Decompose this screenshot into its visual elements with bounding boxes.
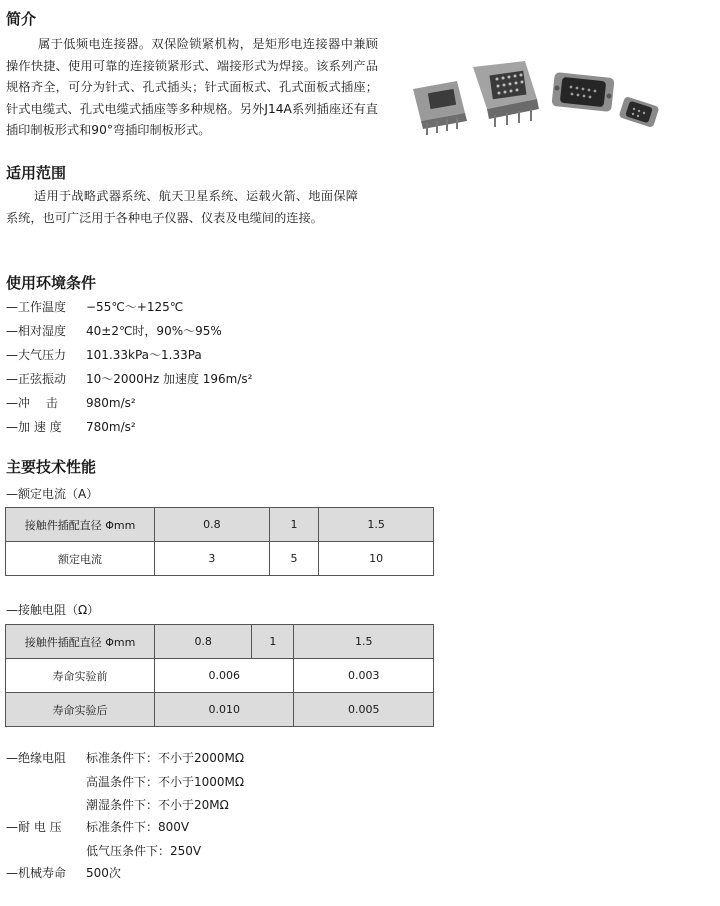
table-row (6, 693, 434, 727)
connector-image-4 (618, 96, 659, 128)
life-value: 500次 (86, 866, 121, 880)
env-label: —相对湿度 (6, 324, 67, 338)
env-label: —工作温度 (6, 300, 67, 314)
current-table (5, 507, 434, 576)
intro-text: 属于低频电连接器。双保险锁紧机构，是矩形电连接器中兼顾操作快捷、使用可靠的连接锁紧形式、端接形式为焊接。该系列产品规格齐全，可分为针式、孔式插头；针式面板式、孔式面板式插座；针式电缆式、孔式电缆式插座等多种规格。另外J14A系列插座还有直插印制板形式和90°弯插印制板形式。 (6, 37, 378, 137)
env-value: 980m/s² (86, 396, 136, 410)
table-cell: 接触件插配直径 Φmm (6, 508, 155, 542)
insulation-line: 潮湿条件下：不小于20MΩ (86, 798, 229, 812)
connector-photos (405, 55, 715, 150)
performance-heading: 主要技术性能 (6, 458, 97, 476)
env-row-acceleration (6, 418, 136, 436)
table-cell: 额定电流 (6, 542, 155, 576)
table-header-row (6, 508, 434, 542)
scope-heading: 适用范围 (6, 164, 67, 182)
env-row-temperature (6, 298, 183, 316)
table-header-row (6, 625, 434, 659)
env-row-pressure (6, 346, 202, 364)
resistance-table (5, 624, 434, 727)
intro-heading: 简介 (6, 10, 37, 28)
current-title: —额定电流（A） (6, 487, 99, 501)
table-cell: 0.8 (155, 625, 252, 659)
table-row (6, 542, 434, 576)
env-label: —大气压力 (6, 348, 67, 362)
table-row (6, 659, 434, 693)
environment-heading: 使用环境条件 (6, 274, 97, 292)
table-cell: 0.003 (294, 659, 434, 693)
table-cell: 1.5 (294, 625, 434, 659)
insulation-line: 标准条件下：不小于2000MΩ (86, 751, 245, 765)
connector-image-2 (473, 61, 539, 127)
env-value: 10～2000Hz 加速度 196m/s² (86, 372, 253, 386)
connector-image-3 (551, 72, 614, 112)
table-cell: 0.006 (155, 659, 294, 693)
env-label: —正弦振动 (6, 372, 67, 386)
resistance-title: —接触电阻（Ω） (6, 603, 100, 617)
table-cell: 寿命实验后 (6, 693, 155, 727)
life-label: —机械寿命 (6, 866, 67, 880)
table-cell: 0.005 (294, 693, 434, 727)
insulation-label: —绝缘电阻 (6, 751, 67, 765)
table-cell: 寿命实验前 (6, 659, 155, 693)
env-label: —冲 击 (6, 396, 58, 410)
table-cell: 5 (269, 542, 319, 576)
env-value: 780m/s² (86, 420, 136, 434)
voltage-label: —耐 电 压 (6, 820, 62, 834)
table-cell: 10 (319, 542, 434, 576)
table-cell: 接触件插配直径 Φmm (6, 625, 155, 659)
env-row-vibration (6, 370, 252, 388)
env-value: 40±2℃时，90%～95% (86, 324, 222, 338)
env-row-humidity (6, 322, 222, 340)
voltage-line: 低气压条件下：250V (86, 844, 202, 858)
table-cell: 1 (269, 508, 319, 542)
env-label: —加 速 度 (6, 420, 62, 434)
voltage-line: 标准条件下：800V (86, 820, 190, 834)
table-cell: 1.5 (319, 508, 434, 542)
env-value: 101.33kPa～1.33Pa (86, 348, 202, 362)
env-value: −55℃～+125℃ (86, 300, 184, 314)
insulation-line: 高温条件下：不小于1000MΩ (86, 775, 245, 789)
table-cell: 1 (252, 625, 294, 659)
env-row-shock (6, 394, 136, 412)
connector-image-1 (413, 81, 467, 135)
scope-text: 适用于战略武器系统、航天卫星系统、运载火箭、地面保障系统，也可广泛用于各种电子仪器、仪表及电缆间的连接。 (6, 189, 358, 225)
table-cell: 0.010 (155, 693, 294, 727)
table-cell: 0.8 (155, 508, 270, 542)
table-cell: 3 (155, 542, 270, 576)
